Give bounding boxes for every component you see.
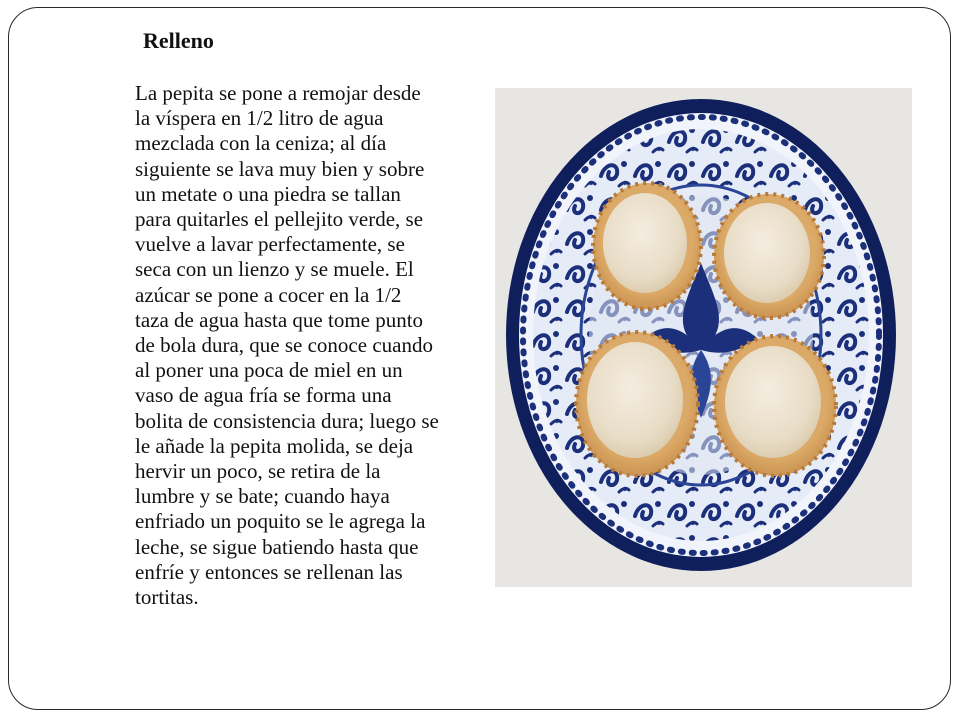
recipe-instructions: La pepita se pone a remojar desde la víspera en 1/2 litro de agua mezclada con la ceniza; al día siguiente se lava muy bien y sobre un metate o una piedra se tallan para quitarles el pellejito verde, se vuelve a lavar perfectamente, se seca con un lienzo y se muele. El azúcar se pone a cocer en la 1/2 taza de agua hasta que tome punto de bola dura, que se conoce cuando al poner una poca de miel en un vaso de agua fría se forma una bolita de consistencia dura; luego se le añade la pepita molida, se deja hervir un poco, se retira de la lumbre y se bate; cuando haya enfriado un poquito se le agrega la leche, se sigue batiendo hasta que enfríe y entonces se rellenan las tortitas. [135,81,439,610]
pastry-top-right [714,194,824,318]
slide-title: Relleno [143,28,214,53]
pastries-on-plate-photo [495,88,912,587]
pastry-bottom-left [576,332,698,476]
pastry-bottom-right [714,336,836,476]
pastry-top-left [593,183,701,309]
